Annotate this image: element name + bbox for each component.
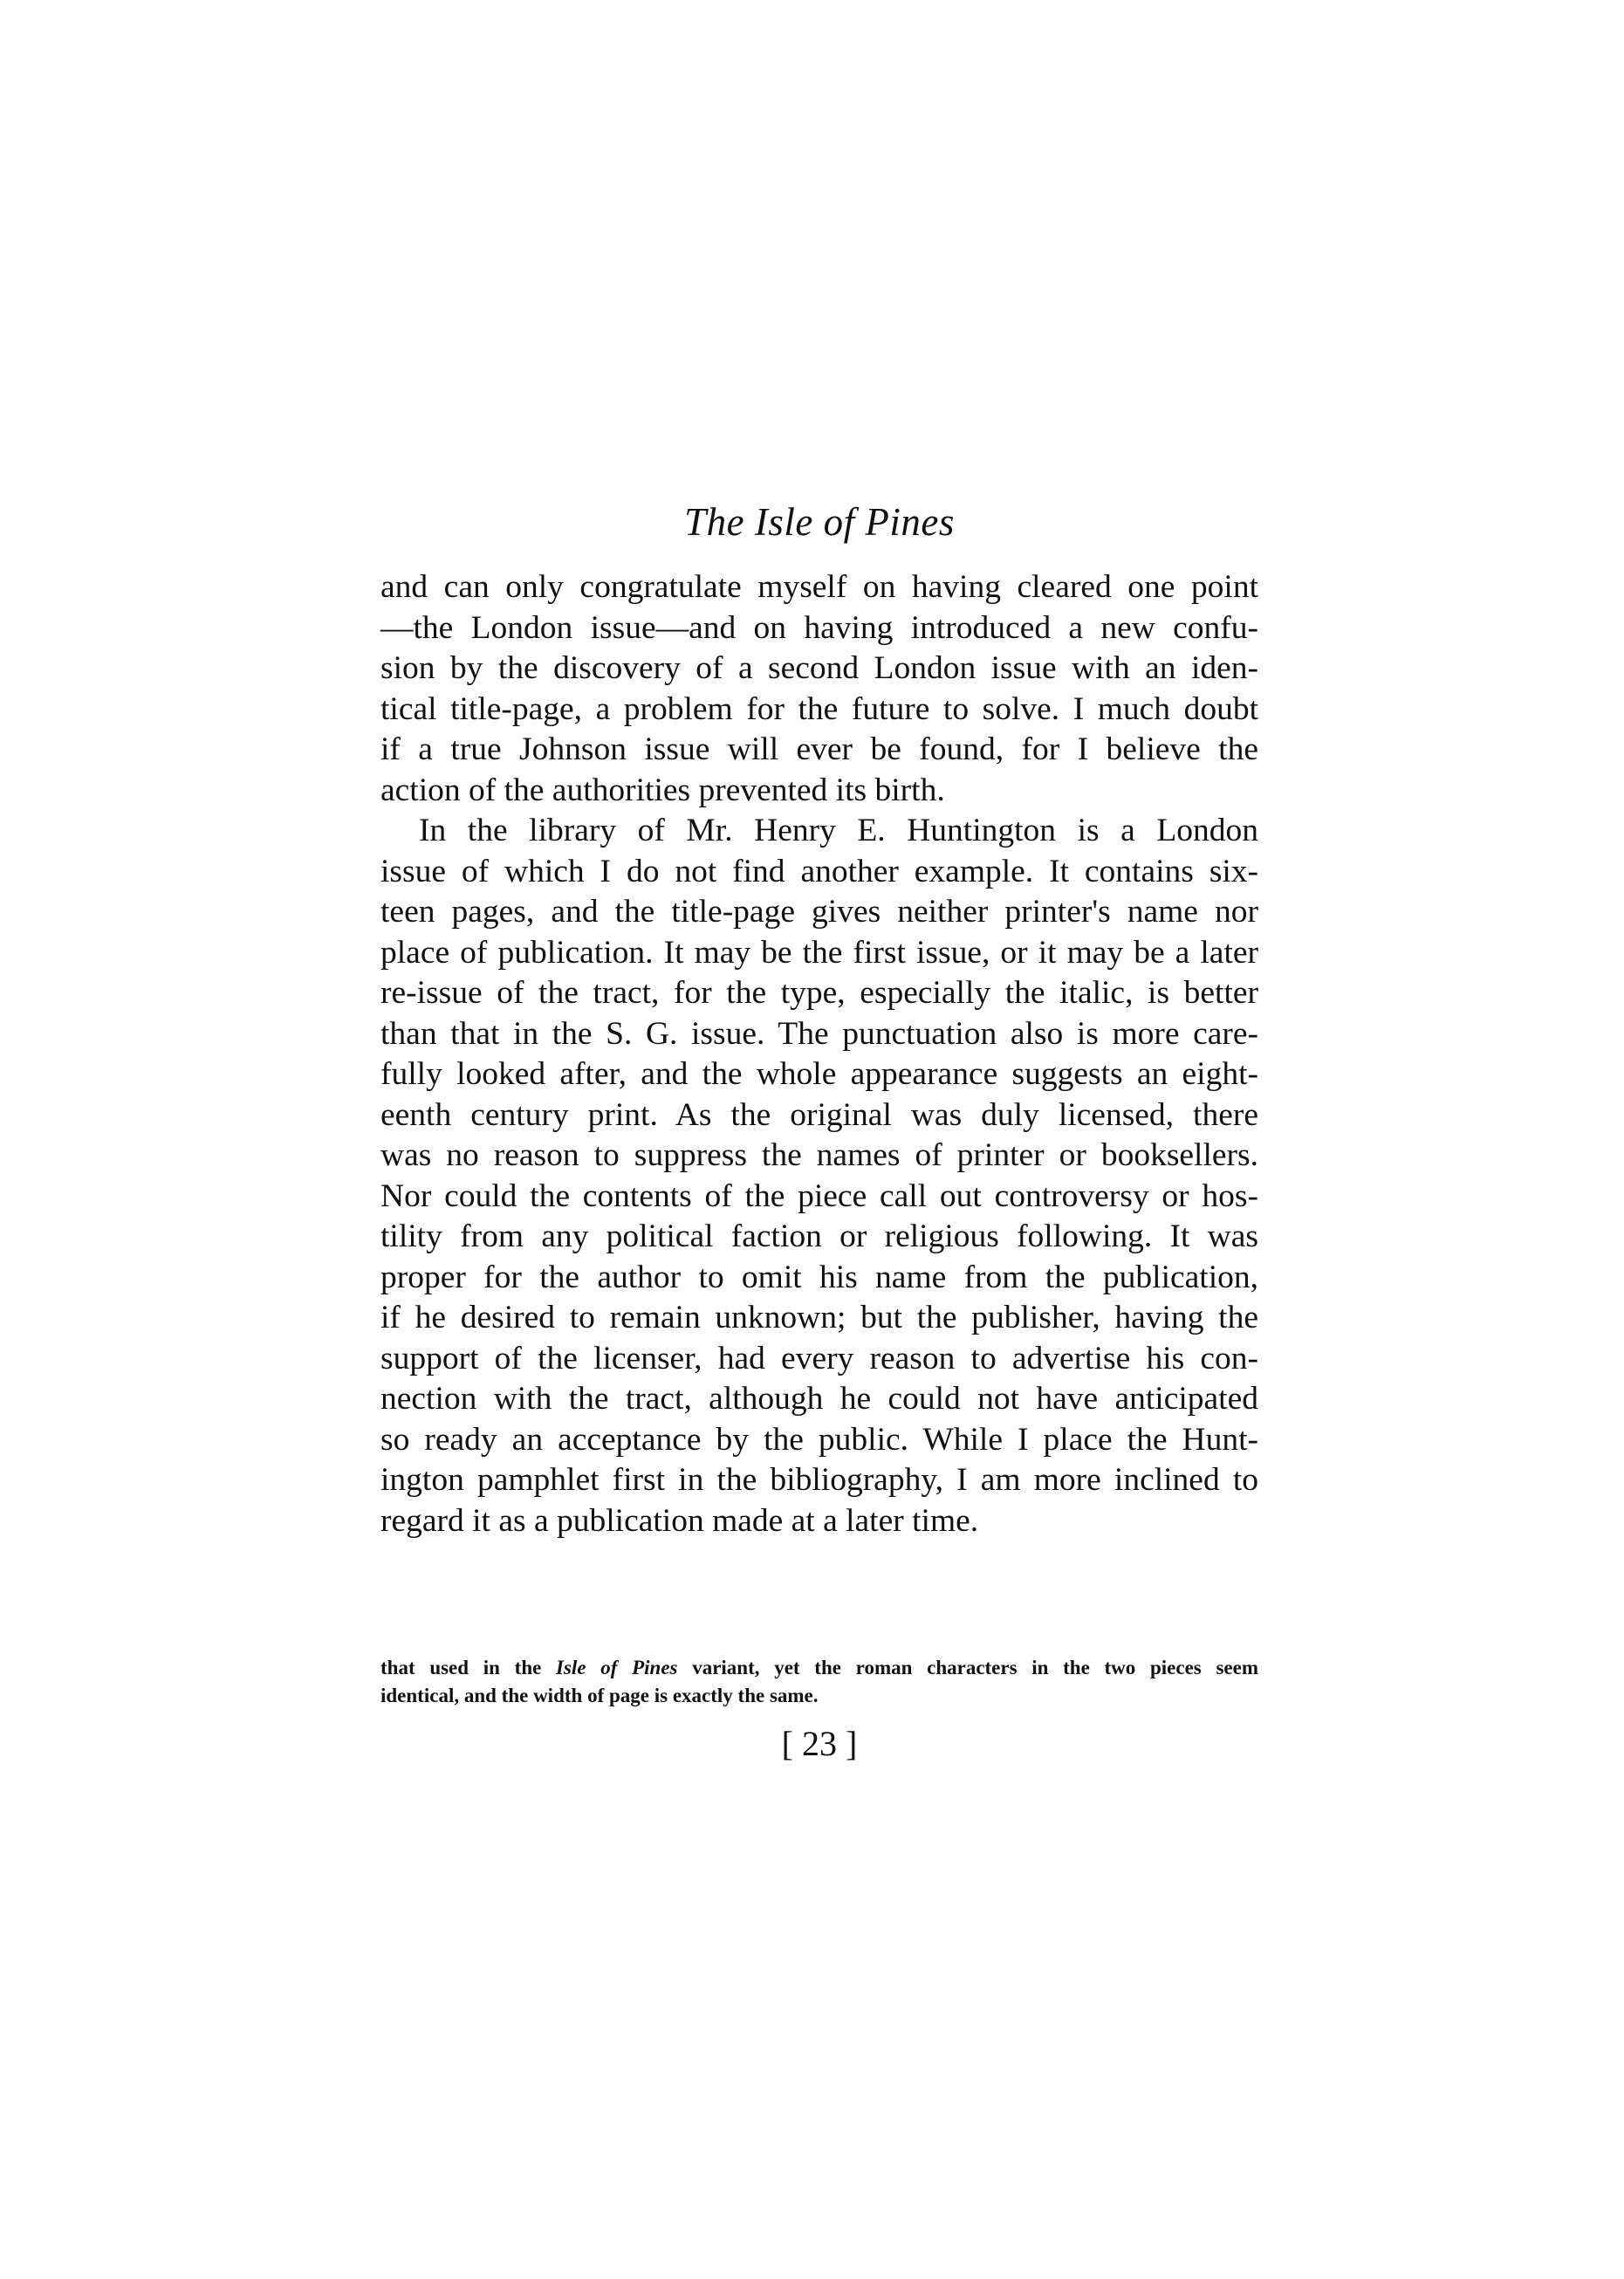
footnote-text: that used in the bbox=[380, 1657, 557, 1678]
text-line: support of the licenser, had every reason to advertise his con- bbox=[380, 1340, 1258, 1376]
text-line: nection with the tract, although he could not have anticipated bbox=[380, 1381, 1258, 1417]
text-line: regard it as a publication made at a later time. bbox=[380, 1502, 979, 1539]
footnote bbox=[380, 1654, 1258, 1710]
text-line: if a true Johnson issue will ever be found, for I believe the bbox=[380, 731, 1258, 767]
page-number: [ 23 ] bbox=[781, 1724, 858, 1763]
text-line: so ready an acceptance by the public. While I place the Hunt- bbox=[380, 1421, 1258, 1458]
text-line: tical title-page, a problem for the future to solve. I much doubt bbox=[380, 690, 1258, 727]
body-text bbox=[380, 567, 1258, 1541]
text-line: issue of which I do not find another example. It contains six- bbox=[380, 853, 1258, 889]
text-line: sion by the discovery of a second London issue with an iden- bbox=[380, 650, 1258, 686]
text-line: teen pages, and the title-page gives neither printer's name nor bbox=[380, 894, 1258, 930]
text-line: if he desired to remain unknown; but the publisher, having the bbox=[380, 1300, 1258, 1335]
text-line: proper for the author to omit his name from the publication, bbox=[380, 1259, 1258, 1295]
text-line: was no reason to suppress the names of printer or booksellers. bbox=[380, 1137, 1258, 1173]
text-line: place of publication. It may be the first issue, or it may be a later bbox=[380, 934, 1258, 971]
text-line: Nor could the contents of the piece call out controversy or hos- bbox=[380, 1177, 1258, 1214]
running-head: The Isle of Pines bbox=[684, 500, 955, 544]
footnote-line bbox=[380, 1654, 1258, 1682]
text-line: than that in the S. G. issue. The punctuation also is more care- bbox=[380, 1015, 1258, 1052]
footnote-italic-title: Isle of Pines bbox=[556, 1657, 678, 1678]
text-line: tility from any political faction or religious following. It was bbox=[380, 1218, 1258, 1254]
text-line: ington pamphlet first in the bibliography, I am more inclined to bbox=[380, 1462, 1258, 1498]
text-line: In the library of Mr. Henry E. Huntington is a London bbox=[419, 813, 1258, 848]
text-line: re-issue of the tract, for the type, especially the italic, is better bbox=[380, 975, 1258, 1011]
text-line: —the London issue—and on having introduced a new confu- bbox=[380, 609, 1258, 646]
footnote-line: identical, and the width of page is exactly the same. bbox=[380, 1685, 819, 1706]
text-line: action of the authorities prevented its birth. bbox=[380, 772, 945, 808]
text-line: fully looked after, and the whole appearance suggests an eight- bbox=[380, 1056, 1258, 1092]
text-line: and can only congratulate myself on having cleared one point bbox=[380, 569, 1258, 605]
text-line: eenth century print. As the original was duly licensed, there bbox=[380, 1096, 1258, 1133]
footnote-text: variant, yet the roman characters in the two pieces seem bbox=[677, 1657, 1258, 1678]
